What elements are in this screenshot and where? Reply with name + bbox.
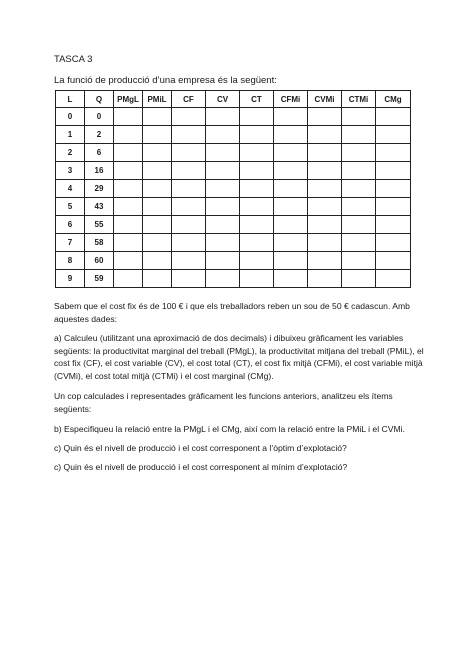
column-header: CF — [172, 91, 206, 108]
empty-cell — [240, 270, 274, 288]
empty-cell — [172, 252, 206, 270]
question-b: b) Especifiqueu la relació entre la PMgL i el CMg, així com la relació entre la PMiL i el CVMi. — [54, 424, 405, 434]
empty-cell — [342, 234, 376, 252]
empty-cell — [274, 252, 308, 270]
table-cell: 8 — [56, 252, 85, 270]
empty-cell — [376, 162, 411, 180]
empty-cell — [240, 144, 274, 162]
empty-cell — [308, 108, 342, 126]
table-cell: 4 — [56, 180, 85, 198]
empty-cell — [342, 180, 376, 198]
table-body — [56, 108, 411, 288]
statement-paragraph: Sabem que el cost fix és de 100 € i que els treballadors reben un sou de 50 € cadascun. Amb aquestes dades: — [54, 301, 410, 324]
empty-cell — [114, 270, 143, 288]
column-header: CFMi — [274, 91, 308, 108]
empty-cell — [143, 108, 172, 126]
table-cell: 6 — [85, 144, 114, 162]
empty-cell — [274, 126, 308, 144]
question-a: a) Calculeu (utilitzant una aproximació de dos decimals) i dibuixeu gràficament les variables següents: la productivitat marginal del treball (PMgL), la productivitat mitjana del treball (PMiL), el cost fix (CF), el cost variable (CV), el cost total (CT), el cost fix mitjà (CFMi), el cost variable mitjà (CVMi), el cost total mitjà (CTMi) i el cost marginal (CMg). — [54, 333, 424, 381]
empty-cell — [342, 108, 376, 126]
table-cell: 0 — [56, 108, 85, 126]
document-title: TASCA 3 — [54, 54, 93, 65]
table-row — [56, 144, 411, 162]
empty-cell — [240, 252, 274, 270]
empty-cell — [143, 126, 172, 144]
empty-cell — [206, 144, 240, 162]
table-cell: 16 — [85, 162, 114, 180]
column-header: CVMi — [308, 91, 342, 108]
empty-cell — [172, 234, 206, 252]
column-header: PMiL — [143, 91, 172, 108]
empty-cell — [172, 180, 206, 198]
empty-cell — [206, 252, 240, 270]
empty-cell — [274, 234, 308, 252]
empty-cell — [342, 270, 376, 288]
empty-cell — [143, 234, 172, 252]
empty-cell — [240, 180, 274, 198]
table-cell: 43 — [85, 198, 114, 216]
empty-cell — [274, 144, 308, 162]
empty-cell — [342, 198, 376, 216]
empty-cell — [172, 216, 206, 234]
empty-cell — [114, 126, 143, 144]
column-header: CT — [240, 91, 274, 108]
table-cell: 9 — [56, 270, 85, 288]
empty-cell — [206, 198, 240, 216]
empty-cell — [240, 126, 274, 144]
empty-cell — [143, 162, 172, 180]
table-row — [56, 180, 411, 198]
column-header: L — [56, 91, 85, 108]
empty-cell — [172, 162, 206, 180]
empty-cell — [114, 180, 143, 198]
table-row — [56, 108, 411, 126]
empty-cell — [114, 198, 143, 216]
table-row — [56, 216, 411, 234]
table-row — [56, 252, 411, 270]
column-header: CMg — [376, 91, 411, 108]
empty-cell — [240, 162, 274, 180]
empty-cell — [376, 126, 411, 144]
empty-cell — [172, 126, 206, 144]
intro-text: La funció de producció d’una empresa és la següent: — [54, 75, 277, 86]
empty-cell — [274, 108, 308, 126]
empty-cell — [143, 198, 172, 216]
table-row — [56, 198, 411, 216]
column-header: Q — [85, 91, 114, 108]
empty-cell — [143, 180, 172, 198]
empty-cell — [308, 162, 342, 180]
empty-cell — [206, 162, 240, 180]
empty-cell — [376, 180, 411, 198]
table-cell: 1 — [56, 126, 85, 144]
table-cell: 29 — [85, 180, 114, 198]
empty-cell — [274, 216, 308, 234]
column-header: CTMi — [342, 91, 376, 108]
empty-cell — [308, 198, 342, 216]
table-header-row — [56, 91, 411, 108]
empty-cell — [240, 234, 274, 252]
empty-cell — [114, 108, 143, 126]
table-row — [56, 162, 411, 180]
empty-cell — [308, 234, 342, 252]
table-cell: 2 — [56, 144, 85, 162]
table-row — [56, 234, 411, 252]
empty-cell — [274, 180, 308, 198]
question-c-minimum: c) Quin és el nivell de producció i el cost corresponent al mínim d’explotació? — [54, 462, 348, 472]
empty-cell — [274, 162, 308, 180]
table-cell: 60 — [85, 252, 114, 270]
empty-cell — [206, 270, 240, 288]
empty-cell — [206, 180, 240, 198]
table-cell: 55 — [85, 216, 114, 234]
analysis-intro: Un cop calculades i representades gràficament les funcions anteriors, analitzeu els ítems següents: — [54, 391, 393, 414]
empty-cell — [308, 144, 342, 162]
table-cell: 0 — [85, 108, 114, 126]
table-cell: 7 — [56, 234, 85, 252]
table-cell: 3 — [56, 162, 85, 180]
empty-cell — [308, 126, 342, 144]
empty-cell — [114, 216, 143, 234]
empty-cell — [143, 144, 172, 162]
empty-cell — [308, 216, 342, 234]
empty-cell — [308, 180, 342, 198]
table-cell: 5 — [56, 198, 85, 216]
empty-cell — [172, 108, 206, 126]
empty-cell — [172, 144, 206, 162]
empty-cell — [114, 234, 143, 252]
empty-cell — [206, 216, 240, 234]
empty-cell — [274, 198, 308, 216]
empty-cell — [342, 162, 376, 180]
empty-cell — [342, 216, 376, 234]
empty-cell — [376, 216, 411, 234]
empty-cell — [376, 108, 411, 126]
question-c-optimum: c) Quin és el nivell de producció i el cost corresponent a l’òptim d’explotació? — [54, 443, 347, 453]
empty-cell — [143, 270, 172, 288]
table-row — [56, 126, 411, 144]
empty-cell — [376, 144, 411, 162]
empty-cell — [342, 126, 376, 144]
column-header: CV — [206, 91, 240, 108]
empty-cell — [114, 162, 143, 180]
empty-cell — [342, 144, 376, 162]
production-table — [55, 90, 411, 288]
empty-cell — [206, 108, 240, 126]
empty-cell — [376, 234, 411, 252]
empty-cell — [143, 252, 172, 270]
empty-cell — [376, 270, 411, 288]
empty-cell — [308, 252, 342, 270]
empty-cell — [376, 252, 411, 270]
empty-cell — [376, 198, 411, 216]
empty-cell — [308, 270, 342, 288]
table-cell: 58 — [85, 234, 114, 252]
empty-cell — [206, 234, 240, 252]
empty-cell — [206, 126, 240, 144]
table-cell: 59 — [85, 270, 114, 288]
column-header: PMgL — [114, 91, 143, 108]
table-cell: 6 — [56, 216, 85, 234]
empty-cell — [240, 198, 274, 216]
empty-cell — [114, 252, 143, 270]
empty-cell — [240, 216, 274, 234]
empty-cell — [172, 270, 206, 288]
empty-cell — [114, 144, 143, 162]
table-row — [56, 270, 411, 288]
table-cell: 2 — [85, 126, 114, 144]
empty-cell — [172, 198, 206, 216]
empty-cell — [342, 252, 376, 270]
empty-cell — [274, 270, 308, 288]
empty-cell — [143, 216, 172, 234]
empty-cell — [240, 108, 274, 126]
